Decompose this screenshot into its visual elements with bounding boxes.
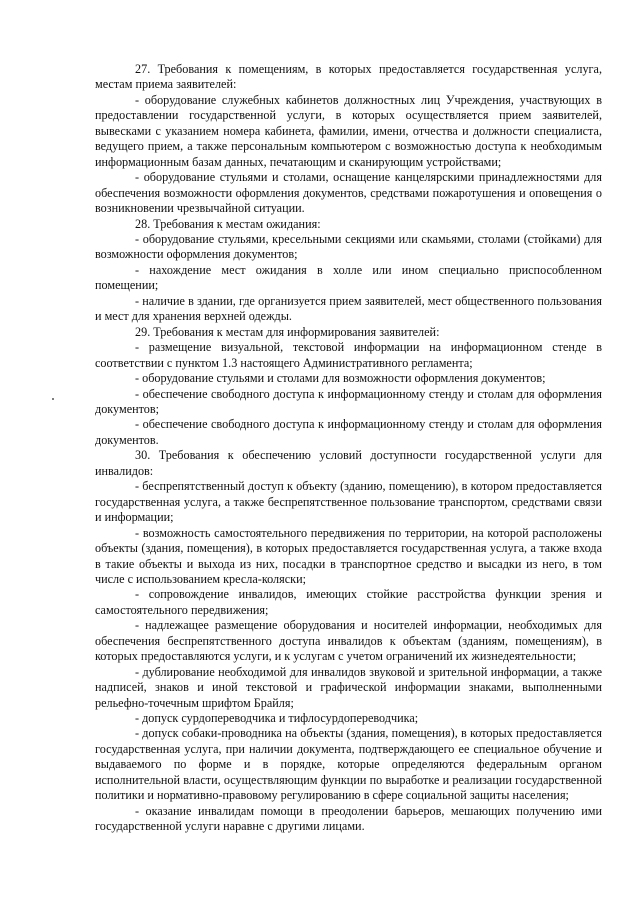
section-30-item-1: - беспрепятственный доступ к объекту (зданию, помещению), в котором предоставляется государственная услуга, а также беспрепятственное пользование транспортом, средствами связи и информации; bbox=[95, 479, 602, 525]
section-30-item-6: - допуск сурдопереводчика и тифлосурдопереводчика; bbox=[135, 711, 419, 726]
section-29-item-3: - обеспечение свободного доступа к информационному стенду и столам для оформления документов; bbox=[95, 386, 602, 416]
section-30-heading: 30. Требования к обеспечению условий доступности государственной услуги для инвалидов: bbox=[95, 448, 602, 478]
section-30-item-2: - возможность самостоятельного передвижения по территории, на которой расположены объекты (здания, помещения), в которых предоставляется государственная услуга, а также входа в такие объекты и выхода из них, посадки в транспортное средство и высадки из него, в том числе с использованием кресла-коляски; bbox=[95, 525, 602, 586]
section-27-item-2: - оборудование стульями и столами, оснащение канцелярскими принадлежностями для обеспечения возможности оформления документов, средствами пожаротушения и оповещения о возникновении чрезвычайной ситуации. bbox=[95, 170, 602, 216]
section-28-item-2: - нахождение мест ожидания в холле или ином специально приспособленном помещении; bbox=[95, 262, 602, 293]
section-30-item-3: - сопровождение инвалидов, имеющих стойкие расстройства функции зрения и самостоятельного передвижения; bbox=[95, 587, 602, 617]
section-27-heading: 27. Требования к помещениям, в которых предоставляется государственная услуга, местам приема заявителей: bbox=[95, 62, 602, 92]
section-30-item-7: - допуск собаки-проводника на объекты (здания, помещения), в которых предоставляется государственная услуга, при наличии документа, подтверждающего ее специальное обучение и выдаваемого по форме и в порядке, которые определяются федеральным органом исполнительной власти, осуществляющим функции по выработке и реализации государственной политики и нормативно-правовому регулированию в сфере социальной защиты населения; bbox=[95, 726, 602, 803]
section-28-item-1: - оборудование стульями, кресельными секциями или скамьями, столами (стойками) для возможности оформления документов; bbox=[95, 231, 602, 262]
section-30-item-5: - дублирование необходимой для инвалидов звуковой и зрительной информации, а также надписей, знаков и иной текстовой и графической информации знаками, выполненными рельефно-точечным шрифтом Брайля; bbox=[95, 664, 602, 710]
section-27-item-1: - оборудование служебных кабинетов должностных лиц Учреждения, участвующих в предоставлении государственной услуги, в которых осуществляется прием заявителей, вывесками с указанием номера кабинета, фамилии, имени, отчества и должности специалиста, ведущего прием, а также персональным компьютером с возможностью доступа к необходимым информационным базам данных, печатающим и сканирующим устройствами; bbox=[95, 92, 602, 169]
document-page bbox=[95, 62, 602, 835]
section-29-heading: 29. Требования к местам для информирования заявителей: bbox=[135, 324, 440, 339]
section-29-item-2: - оборудование стульями и столами для возможности оформления документов; bbox=[135, 371, 546, 386]
section-29-item-4: - обеспечение свободного доступа к информационному стенду и столам для оформления документов. bbox=[95, 417, 602, 447]
section-30-item-4: - надлежащее размещение оборудования и носителей информации, необходимых для обеспечения беспрепятственного доступа инвалидов к объектам (зданиям, помещениям), в которых предоставляются услуги, и к услугам с учетом ограничений их жизнедеятельности; bbox=[95, 618, 602, 664]
section-28-heading: 28. Требования к местам ожидания: bbox=[135, 216, 321, 231]
scan-speck bbox=[52, 398, 54, 400]
section-30-item-8: - оказание инвалидам помощи в преодолении барьеров, мешающих получению ими государственной услуги наравне с другими лицами. bbox=[95, 803, 602, 834]
section-28-item-3: - наличие в здании, где организуется прием заявителей, мест общественного пользования и мест для хранения верхней одежды. bbox=[95, 293, 602, 324]
section-29-item-1: - размещение визуальной, текстовой информации на информационном стенде в соответствии с пунктом 1.3 настоящего Административного регламента; bbox=[95, 340, 602, 370]
